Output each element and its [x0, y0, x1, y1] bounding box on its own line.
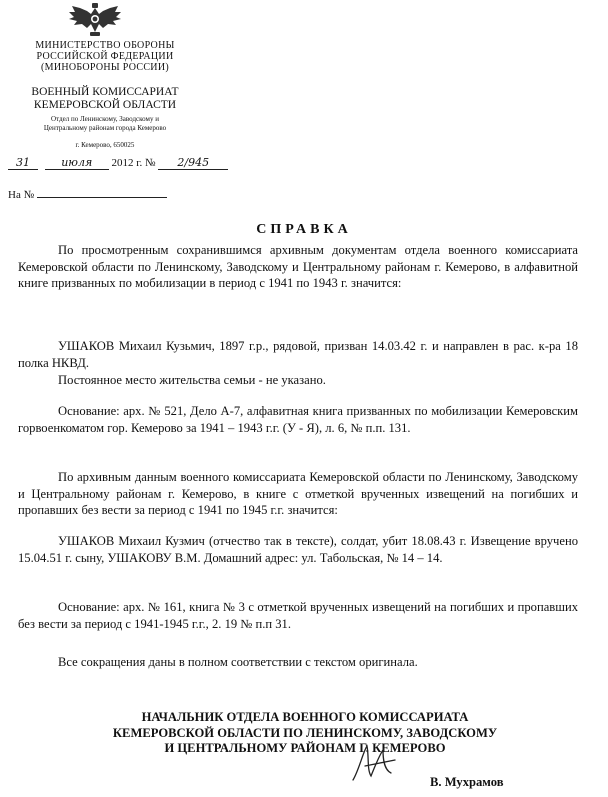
commissariat-header [0, 86, 210, 112]
ministry-header [0, 40, 210, 73]
double-headed-eagle-icon [60, 2, 130, 38]
paragraph-notice-intro: По архивным данным военного комиссариата Кемеровской области по Ленинскому, Заводскому и Центральному районам г. Кемерово, в книге с отметкой врученных извещений на погибших и пропавших без вести за период с 1941 по 1945 г.г. значится: [18, 470, 578, 517]
department-header [0, 115, 210, 133]
date-line [8, 157, 228, 170]
date-month: июля [45, 157, 109, 170]
date-year-label: 2012 г. № [111, 157, 156, 169]
document-title: СПРАВКА [256, 222, 352, 237]
date-day: 31 [8, 157, 38, 170]
ministry-line: РОССИЙСКОЙ ФЕДЕРАЦИИ [36, 51, 174, 62]
reference-blank [37, 188, 167, 198]
paragraph-residence: Постоянное место жительства семьи - не указано. [58, 373, 326, 387]
paragraph-abbreviations-note: Все сокращения даны в полном соответствии с текстом оригинала. [58, 655, 418, 669]
signatory-line: НАЧАЛЬНИК ОТДЕЛА ВОЕННОГО КОМИССАРИАТА [141, 710, 469, 724]
handwritten-signature-icon [345, 740, 405, 785]
signatory-name: В. Мухрамов [430, 775, 504, 789]
paragraph-basis-1: Основание: арх. № 521, Дело А-7, алфавитная книга призванных по мобилизации Кемеровским горвоенкоматом гор. Кемерово за 1941 – 1943 г.г. (У - Я), л. 6, № п.п. 131. [18, 404, 578, 435]
commissariat-line: КЕМЕРОВСКОЙ ОБЛАСТИ [33, 99, 177, 111]
commissariat-line: ВОЕННЫЙ КОМИССАРИАТ [31, 86, 179, 98]
ministry-line: МИНИСТЕРСТВО ОБОРОНЫ [35, 40, 175, 51]
department-line: Центральному районам города Кемерово [43, 124, 167, 132]
reference-label: На № [8, 189, 35, 201]
paragraph-archive-intro: По просмотренным сохранившимся архивным документам отдела военного комиссариата Кемеровской области по Ленинскому, Заводскому и Центральному районам г. Кемерово, в алфавитной книге призванных по мобилизации в период с 1941 по 1943 г. значится: [18, 243, 578, 290]
ministry-line: (МИНОБОРОНЫ РОССИИ) [41, 62, 169, 73]
paragraph-person-record: УШАКОВ Михаил Кузьмич, 1897 г.р., рядовой, призван 14.03.42 г. и направлен в рас. к-ра 18 полка НКВД. [18, 339, 578, 370]
signatory-line: И ЦЕНТРАЛЬНОМУ РАЙОНАМ Г. КЕМЕРОВО [164, 741, 446, 755]
reference-line [8, 188, 167, 201]
document-number: 2/945 [158, 157, 228, 170]
paragraph-death-record: УШАКОВ Михаил Кузмич (отчество так в тексте), солдат, убит 18.08.43 г. Извещение вручено 15.04.51 г. сыну, УШАКОВУ В.М. Домашний адрес: ул. Табольская, № 14 – 14. [18, 534, 578, 565]
paragraph-basis-2: Основание: арх. № 161, книга № 3 с отметкой врученных извещений на погибших и пропавших без вести за период с 1941-1945 г.г., 2. 19 № п.п 31. [18, 600, 578, 631]
signatory-line: КЕМЕРОВСКОЙ ОБЛАСТИ ПО ЛЕНИНСКОМУ, ЗАВОДСКОМУ [112, 725, 498, 740]
city-postcode: г. Кемерово, 650025 [75, 141, 135, 149]
department-line: Отдел по Ленинскому, Заводскому и [51, 115, 159, 123]
signatory-title [70, 710, 540, 757]
